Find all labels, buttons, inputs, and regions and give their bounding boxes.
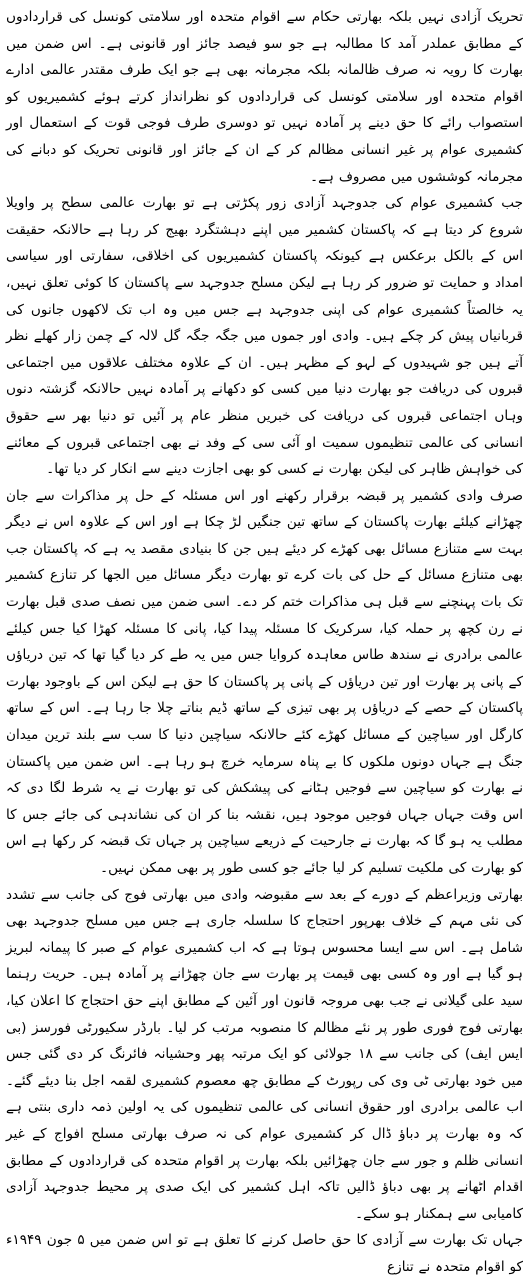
article-paragraph-3: صرف وادی کشمیر پر قبضہ برقرار رکھنے اور اس مسئلہ کے حل پر مذاکرات سے جان چھڑانے کیلئے بھارت پاکستان کے ساتھ تین جنگیں لڑ چکا ہے اور اس کے علاوہ اس نے دیگر بہت سے متنازع مسائل بھی کھڑے کر دیئے ہیں جن کا بنیادی مقصد یہ ہے کہ پاکستان جب بھی متنازع مسائل کے حل کی بات کرے تو بھارت دیگر مسائل میں الجھا کر تنازع کشمیر تک بات پہنچنے سے قبل ہی مذاکرات ختم کر دے۔ اسی ضمن میں نصف صدی قبل بھارت نے رن کچھ پر حملہ کیا، سرکریک کا مسئلہ پیدا کیا، پانی کا مسئلہ کھڑا کیا جس کیلئے عالمی برادری نے سندھ طاس معاہدہ کروایا جس میں یہ طے کر دیا گیا تھا کہ تین دریاؤں کے پانی پر بھارت اور تین دریاؤں کے پانی پر پاکستان کا حق ہے لیکن اس کے باوجود بھارت پاکستان کے حصے کے دریاؤں پر بھی تیزی کے ساتھ ڈیم بناتے چلا جا رہا ہے۔ اس کے ساتھ کارگل اور سیاچین کے مسائل کھڑے کئے حالانکہ سیاچین دنیا کا سب سے بلند ترین میدان جنگ ہے جہاں دونوں ملکوں کا بے پناہ سرمایہ خرچ ہو رہا ہے۔ اس ضمن میں پاکستان نے بھارت کو سیاچین سے فوجیں ہٹانے کی پیشکش کی تو بھارت نے یہ شرط لگا دی کہ اس وقت جہاں جہاں فوجیں موجود ہیں، نقشہ بنا کر ان کی نشاندہی کی جائے جس کا مطلب یہ ہو گا کہ بھارت نے جارحیت کے ذریعے سیاچین پر جہاں تک قبضہ کر رکھا ہے اس کو بھارت کی ملکیت تسلیم کر لیا جائے جو کسی طور پر بھی ممکن نہیں۔ — [6, 487, 523, 876]
article-paragraph-5: جہاں تک بھارت سے آزادی کا حق حاصل کرنے کا تعلق ہے تو اس ضمن میں ۵ جون ۱۹۴۹ء کو اقوام متحدہ نے تنازع — [6, 1232, 523, 1275]
article-paragraph-2: جب کشمیری عوام کی جدوجہد آزادی زور پکڑتی ہے تو بھارت عالمی سطح پر واویلا شروع کر دیتا ہے کہ پاکستان کشمیر میں اپنے دہشتگرد بھیج کر رہا ہے حالانکہ حقیقت اس کے بالکل برعکس ہے کیونکہ پاکستان کشمیریوں کی اخلاقی، سفارتی اور سیاسی امداد و حمایت تو ضرور کر رہا ہے لیکن مسلح جدوجہد سے پاکستان کا کوئی تعلق نہیں، یہ خالصتاً کشمیری عوام کی اپنی جدوجہد ہے جس میں وہ اب تک لاکھوں جانوں کی قربانیاں پیش کر چکے ہیں۔ وادی اور جموں میں جگہ جگہ گل لالہ کے چمن زار کھلے نظر آتے ہیں جو شہیدوں کے لہو کے مظہر ہیں۔ ان کے علاوہ مختلف علاقوں میں اجتماعی قبروں کی دریافت جو بھارت دنیا میں کسی کو دکھانے پر آمادہ نہیں حالانکہ گزشتہ دنوں وہاں اجتماعی قبروں کی دریافت کی خبریں منظر عام پر آئیں تو دنیا بھر سے حقوق انسانی کی عالمی تنظیموں سمیت او آئی سی کے وفد نے بھی اجتماعی قبروں کے معائنے کی خواہش ظاہر کی لیکن بھارت نے کسی کو بھی اجازت دینے سے انکار کر دیا تھا۔ — [6, 195, 523, 478]
article-paragraph-4: بھارتی وزیراعظم کے دورے کے بعد سے مقبوضہ وادی میں بھارتی فوج کی جانب سے تشدد کی نئی مہم کے خلاف بھرپور احتجاج کا سلسلہ جاری ہے جس میں مسلح جدوجہد بھی شامل ہے۔ اس سے ایسا محسوس ہوتا ہے کہ اب کشمیری عوام کے صبر کا پیمانہ لبریز ہو گیا ہے اور وہ کسی بھی قیمت پر بھارت سے جان چھڑانے پر آمادہ ہیں۔ حریت رہنما سید علی گیلانی نے جب بھی مروجہ قانون اور آئین کے مطابق اپنے حق احتجاج کا اعلان کیا، بھارتی فوج فوری طور پر نئے مظالم کا منصوبہ مرتب کر لیا۔ بارڈر سکیورٹی فورسز (بی ایس ایف) کی جانب سے ۱۸ جولائی کو ایک مرتبہ پھر وحشیانہ فائرنگ کر دی گئی جس میں خود بھارتی ٹی وی کی رپورٹ کے مطابق چھ معصوم کشمیری لقمہ اجل بنا دیئے گئے۔ اب عالمی برادری اور حقوق انسانی کی عالمی تنظیموں کی یہ اولین ذمہ داری بنتی ہے کہ وہ بھارت پر دباؤ ڈال کر کشمیری عوام کی نہ صرف بھارتی مسلح افواج کے غیر انسانی ظلم و جور سے جان چھڑائیں بلکہ بھارت پر اقوام متحدہ کی قراردادوں کے مطابق اقدام اٹھانے پر بھی دباؤ ڈالیں تاکہ اہل کشمیر کی ایک صدی پر محیط جدوجہد آزادی کامیابی سے ہمکنار ہو سکے۔ — [6, 886, 523, 1222]
article-paragraph-1: تحریک آزادی نہیں بلکہ بھارتی حکام سے اقوام متحدہ اور سلامتی کونسل کی قراردادوں کے مطابق عملدر آمد کا مطالبہ ہے جو سو فیصد جائز اور قانونی ہے۔ اس ضمن میں بھارت کا رویہ نہ صرف ظالمانہ بلکہ مجرمانہ بھی ہے جو ایک طرف مقتدر عالمی ادارے اقوام متحدہ اور سلامتی کونسل کی قراردادوں کو نظرانداز کرتے ہوئے کشمیریوں کو استصواب رائے کا حق دینے پر آمادہ نہیں تو دوسری طرف فوجی قوت کے استعمال اور کشمیری عوام پر غیر انسانی مظالم کر کے ان کے جائز اور قانونی تحریک کو دبانے کی مجرمانہ کوششوں میں مصروف ہے۔ — [6, 9, 523, 185]
